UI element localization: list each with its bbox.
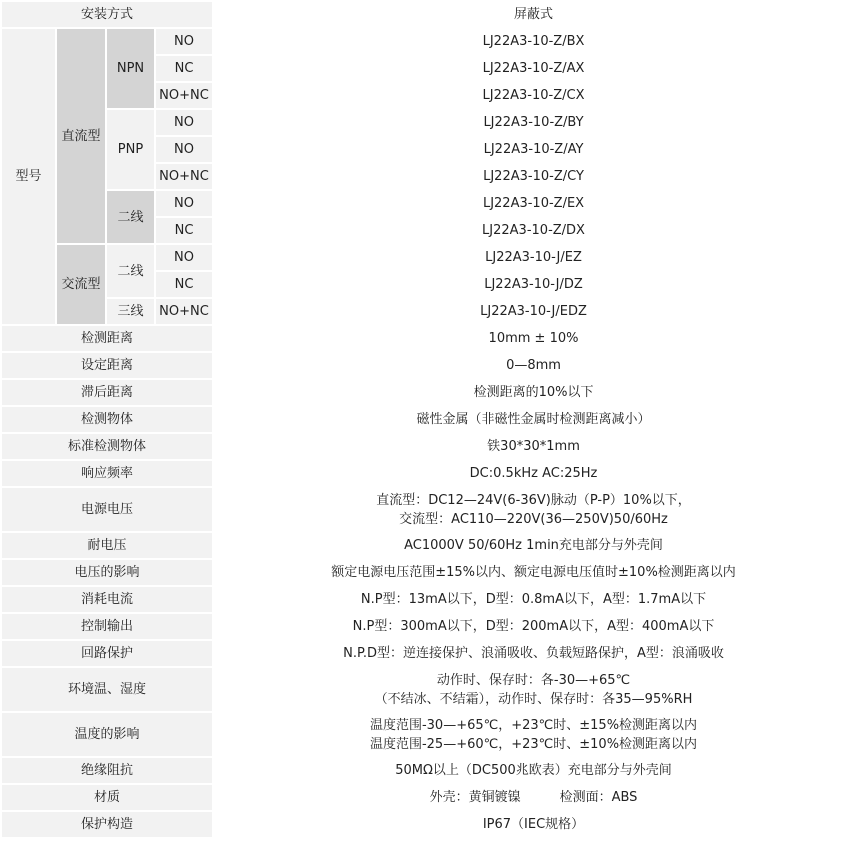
spec-row	[1, 406, 853, 433]
spec-value	[213, 352, 853, 379]
spec-row	[1, 325, 853, 352]
spec-row	[1, 640, 853, 667]
dc-type-label: 直流型	[56, 28, 106, 244]
model-row	[1, 298, 853, 325]
spec-row	[1, 586, 853, 613]
npn-label: NPN	[106, 28, 155, 109]
model-row	[1, 244, 853, 271]
model-label: 型号	[1, 28, 56, 325]
spec-label: 电压的影响	[1, 559, 213, 586]
ac-two-wire-label: 二线	[106, 244, 155, 298]
spec-row	[1, 379, 853, 406]
model-row	[1, 190, 853, 217]
spec-value	[213, 640, 853, 667]
output-type: NO+NC	[155, 82, 213, 109]
spec-label: 绝缘阻抗	[1, 757, 213, 784]
model-number: LJ22A3-10-Z/CY	[213, 163, 853, 190]
spec-value-line: 外壳：黄铜镀镍 检测面：ABS	[429, 790, 638, 805]
model-number: LJ22A3-10-Z/AY	[213, 136, 853, 163]
spec-value-line: N.P型：300mA以下，D型：200mA以下，A型：400mA以下	[352, 619, 715, 634]
spec-value-line: 铁30*30*1mm	[487, 439, 580, 454]
model-number: LJ22A3-10-Z/BY	[213, 109, 853, 136]
pnp-label: PNP	[106, 109, 155, 190]
spec-label: 响应频率	[1, 460, 213, 487]
spec-value-line: N.P.D型：逆连接保护、浪涌吸收、负载短路保护，A型：浪涌吸收	[343, 646, 724, 661]
output-type: NO	[155, 136, 213, 163]
model-number: LJ22A3-10-J/DZ	[213, 271, 853, 298]
output-type: NO	[155, 190, 213, 217]
output-type: NC	[155, 55, 213, 82]
spec-value	[213, 532, 853, 559]
spec-value-line: IP67（IEC规格）	[482, 817, 585, 832]
spec-row	[1, 433, 853, 460]
install-row	[1, 1, 853, 28]
spec-value	[213, 811, 853, 838]
model-number: LJ22A3-10-Z/DX	[213, 217, 853, 244]
spec-label: 耐电压	[1, 532, 213, 559]
spec-row	[1, 613, 853, 640]
spec-value	[213, 559, 853, 586]
model-number: LJ22A3-10-J/EZ	[213, 244, 853, 271]
spec-value	[213, 433, 853, 460]
spec-value-line: 额定电源电压范围±15%以内、额定电源电压值时±10%检测距离以内	[331, 565, 736, 580]
spec-label: 设定距离	[1, 352, 213, 379]
ac-type-label: 交流型	[56, 244, 106, 325]
spec-row	[1, 784, 853, 811]
spec-value-line: 检测距离的10%以下	[473, 385, 594, 400]
dc-two-wire-label: 二线	[106, 190, 155, 244]
spec-row	[1, 352, 853, 379]
model-number: LJ22A3-10-Z/CX	[213, 82, 853, 109]
spec-row	[1, 811, 853, 838]
output-type: NC	[155, 271, 213, 298]
spec-value-line: 温度范围-30—+65℃，+23℃时、±15%检测距离以内	[369, 717, 698, 733]
spec-value-line: 动作时、保存时：各-30—+65℃	[436, 672, 631, 688]
output-type: NO	[155, 244, 213, 271]
ac-three-wire-label: 三线	[106, 298, 155, 325]
output-type: NO+NC	[155, 298, 213, 325]
spec-row	[1, 559, 853, 586]
spec-label: 滞后距离	[1, 379, 213, 406]
spec-label: 标准检测物体	[1, 433, 213, 460]
spec-value	[213, 487, 853, 532]
spec-row	[1, 712, 853, 757]
spec-label: 回路保护	[1, 640, 213, 667]
output-type: NO+NC	[155, 163, 213, 190]
spec-row	[1, 487, 853, 532]
spec-value-line: N.P型：13mA以下，D型：0.8mA以下，A型：1.7mA以下	[360, 592, 707, 607]
spec-label: 材质	[1, 784, 213, 811]
spec-label: 电源电压	[1, 487, 213, 532]
output-type: NO	[155, 28, 213, 55]
spec-value	[213, 325, 853, 352]
spec-value-line: 50MΩ以上（DC500兆欧表）充电部分与外壳间	[395, 763, 672, 778]
spec-value	[213, 667, 853, 712]
spec-value	[213, 460, 853, 487]
model-row	[1, 28, 853, 55]
spec-value	[213, 586, 853, 613]
spec-row	[1, 532, 853, 559]
install-label: 安装方式	[1, 1, 213, 28]
spec-row	[1, 757, 853, 784]
spec-value-line: 0—8mm	[506, 358, 561, 373]
spec-value-line: DC:0.5kHz AC:25Hz	[469, 466, 598, 481]
model-number: LJ22A3-10-Z/EX	[213, 190, 853, 217]
spec-label: 温度的影响	[1, 712, 213, 757]
spec-row	[1, 667, 853, 712]
spec-value-line: 温度范围-25—+60℃，+23℃时、±10%检测距离以内	[369, 736, 698, 752]
output-type: NO	[155, 109, 213, 136]
spec-value-line: 10mm ± 10%	[488, 331, 579, 346]
spec-label: 检测物体	[1, 406, 213, 433]
model-number: LJ22A3-10-J/EDZ	[213, 298, 853, 325]
spec-value-line: 直流型：DC12—24V(6-36V)脉动（P-P）10%以下，	[376, 492, 691, 508]
spec-row	[1, 460, 853, 487]
spec-value-line: 磁性金属（非磁性金属时检测距离减小）	[416, 412, 651, 427]
spec-value	[213, 613, 853, 640]
spec-value-line: 交流型：AC110—220V(36—250V)50/60Hz	[399, 511, 668, 527]
model-number: LJ22A3-10-Z/AX	[213, 55, 853, 82]
spec-label: 保护构造	[1, 811, 213, 838]
spec-value	[213, 406, 853, 433]
spec-label: 控制输出	[1, 613, 213, 640]
install-value: 屏蔽式	[213, 1, 853, 28]
model-row	[1, 109, 853, 136]
spec-value	[213, 712, 853, 757]
spec-value	[213, 757, 853, 784]
model-number: LJ22A3-10-Z/BX	[213, 28, 853, 55]
spec-label: 检测距离	[1, 325, 213, 352]
spec-value-line: AC1000V 50/60Hz 1min充电部分与外壳间	[404, 538, 663, 553]
spec-value	[213, 379, 853, 406]
spec-label: 环境温、湿度	[1, 667, 213, 712]
output-type: NC	[155, 217, 213, 244]
spec-value-line: （不结冰、不结霜），动作时、保存时：各35—95%RH	[374, 691, 693, 707]
spec-value	[213, 784, 853, 811]
spec-label: 消耗电流	[1, 586, 213, 613]
